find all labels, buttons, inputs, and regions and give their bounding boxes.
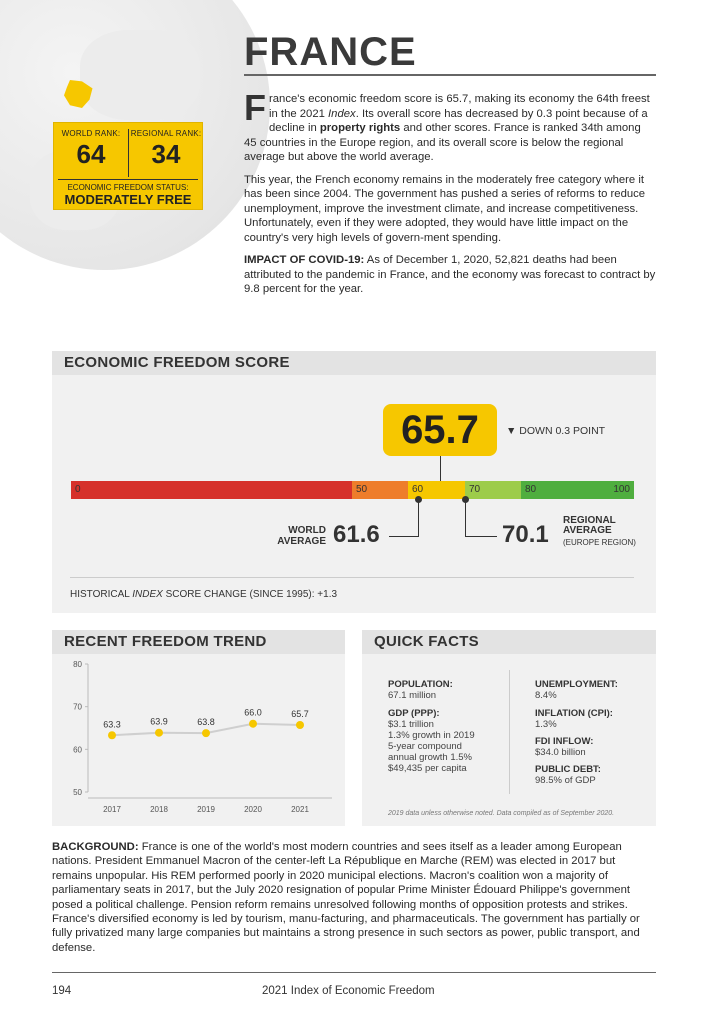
fact-value: 1.3% growth in 2019: [388, 730, 475, 741]
regional-average-label: [563, 516, 616, 536]
publication-name: 2021 Index of Economic Freedom: [262, 985, 435, 997]
intro-paragraph-2: This year, the French economy remains in the moderately free category where it has been since 2004. The government has pushed a series of reforms to reduce unemployment, improve the investment climate, and increase competitiveness. Unfortunately, even if they were adopted, they would have little impact on the country's very high levels of govern-ment spending.: [244, 173, 646, 244]
world-average-value: 61.6: [333, 521, 380, 548]
fact-public-debt: [535, 764, 601, 786]
fact-unemployment: [535, 679, 618, 701]
fact-label: PUBLIC DEBT:: [535, 764, 601, 775]
scale-label: 100: [613, 484, 630, 495]
intro-text-run: . Its overall score has decreased by 0.3 point because of a decline in: [269, 107, 648, 134]
fact-value: $3.1 trillion: [388, 719, 434, 730]
trend-point: [249, 720, 257, 728]
world-average-pointer: [418, 499, 419, 536]
intro-bold-term: property rights: [319, 122, 401, 134]
regional-rank-label: REGIONAL RANK:: [130, 129, 202, 138]
x-tick-label: 2017: [103, 805, 121, 814]
data-label: 63.8: [197, 717, 215, 728]
fact-label: INFLATION (CPI):: [535, 708, 613, 719]
data-label: 66.0: [244, 707, 262, 718]
hist-text: HISTORICAL: [70, 589, 133, 600]
trend-chart: [52, 654, 345, 826]
intro-text-run: rance's economic freedom score is 65.7, making its economy the 64th freest in the 2021: [269, 93, 650, 120]
hist-value: +1.3: [317, 589, 338, 600]
scale-label: 80: [525, 484, 537, 495]
regional-label-line: REGIONAL: [563, 515, 616, 526]
fact-label: UNEMPLOYMENT:: [535, 679, 618, 690]
page-title: FRANCE: [244, 30, 417, 74]
trend-point: [296, 721, 304, 729]
world-average-leader: [389, 536, 419, 537]
hist-text: SCORE CHANGE (SINCE 1995):: [162, 589, 318, 600]
score-change-note: ▼ DOWN 0.3 POINT: [506, 425, 606, 437]
historical-score-change: [70, 589, 337, 600]
trend-point: [108, 731, 116, 739]
fact-value: 8.4%: [535, 690, 557, 701]
scale-label: 50: [356, 484, 368, 495]
score-pointer: [440, 456, 441, 481]
regional-average-leader: [465, 536, 497, 537]
hist-index-italic: INDEX: [132, 589, 163, 600]
fact-value: $49,435 per capita: [388, 763, 467, 774]
page-number: 194: [52, 985, 72, 997]
world-label-line: WORLD: [288, 525, 326, 536]
status-label: ECONOMIC FREEDOM STATUS:: [67, 183, 189, 192]
quick-facts-heading: QUICK FACTS: [362, 630, 656, 654]
regional-label-line: AVERAGE: [563, 525, 612, 536]
intro-paragraph-1: [244, 87, 656, 165]
scale-segment-0: [71, 481, 352, 499]
regional-average-value: 70.1: [502, 521, 549, 548]
trend-point: [155, 729, 163, 737]
data-label: 63.3: [103, 719, 121, 730]
footer-rule: [52, 972, 656, 973]
fact-gdp: [388, 708, 475, 774]
data-label: 63.9: [150, 716, 168, 727]
x-tick-label: 2020: [244, 805, 262, 814]
covid-label: IMPACT OF COVID-19:: [244, 254, 365, 266]
score-section-heading: ECONOMIC FREEDOM SCORE: [52, 351, 656, 375]
intro-paragraph-3: [244, 253, 656, 297]
background-label: BACKGROUND:: [52, 841, 139, 853]
fact-value: $34.0 billion: [535, 747, 586, 758]
x-tick-label: 2021: [291, 805, 309, 814]
fact-label: POPULATION:: [388, 679, 453, 690]
quick-facts-note: 2019 data unless otherwise noted. Data compiled as of September 2020.: [388, 810, 615, 817]
scale-label: 60: [412, 484, 424, 495]
quick-facts-divider: [509, 670, 510, 794]
world-rank-value: 64: [76, 139, 106, 169]
trend-point: [202, 729, 210, 737]
rank-box: [53, 122, 203, 210]
regional-average-sub: (EUROPE REGION): [563, 538, 636, 547]
y-tick-label: 70: [73, 702, 82, 712]
scale-segment-80: [521, 481, 634, 499]
title-rule: [244, 74, 656, 76]
trend-section-heading: RECENT FREEDOM TREND: [52, 630, 345, 654]
background-text: [52, 840, 656, 955]
scale-segment-70: [465, 481, 521, 499]
y-tick-label: 80: [73, 660, 82, 669]
regional-rank: [129, 129, 203, 170]
fact-fdi: [535, 736, 593, 758]
fact-inflation: [535, 708, 613, 730]
y-tick-label: 50: [73, 788, 82, 797]
fact-value: 67.1 million: [388, 690, 437, 701]
world-label-line: AVERAGE: [277, 536, 326, 547]
fact-value: 1.3%: [535, 719, 557, 730]
x-tick-label: 2018: [150, 805, 168, 814]
world-rank: [54, 129, 128, 170]
fact-label: FDI INFLOW:: [535, 736, 594, 747]
historical-rule: [70, 577, 634, 578]
rank-box-divider: [58, 179, 198, 180]
scale-label: 70: [469, 484, 481, 495]
scale-label: 0: [75, 484, 81, 495]
fact-population: [388, 679, 453, 701]
intro-text-run: and other scores. France is ranked 34th among 45 countries in the Europe region, and its overall score is below the regional average but above the world average.: [244, 122, 641, 163]
fact-value: annual growth 1.5%: [388, 752, 472, 763]
world-average-label: [270, 525, 326, 547]
world-rank-label: WORLD RANK:: [61, 129, 121, 138]
fact-value: 5-year compound: [388, 741, 462, 752]
drop-cap: F: [244, 87, 266, 128]
background-body: France is one of the world's most modern countries and sees itself as a leader among European nations. President Emmanuel Macron of the center-left La République en Marche (REM) was elected in 2017 but remains unpopular. His REM performed poorly in 2020 municipal elections. Macron's coalition won a majority of parliamentary seats in 2017, but the July 2020 resignation of popular Prime Minister Édouard Philippe's government posed a political challenge. Pension reform remains unresolved following months of opposition protests and strikes. France's diversified economy is led by tourism, manu-facturing, and pharmaceuticals. The government has partially or fully privatized many large companies but maintains a strong presence in such sectors as power, public transport, and defense.: [52, 841, 640, 954]
score-badge: 65.7: [383, 404, 497, 456]
fact-label: GDP (PPP):: [388, 708, 440, 719]
intro-index-italic: Index: [328, 107, 356, 120]
data-label: 65.7: [291, 709, 309, 720]
globe-landmass: [80, 30, 200, 120]
covid-text: As of December 1, 2020, 52,821 deaths had been attributed to the pandemic in France, and the economy was forecast to contract by 9.8 percent for the year.: [244, 254, 656, 295]
x-tick-label: 2019: [197, 805, 215, 814]
status-value: MODERATELY FREE: [64, 192, 192, 207]
intro-text: [244, 87, 656, 305]
y-tick-label: 60: [73, 745, 82, 755]
regional-rank-value: 34: [151, 139, 181, 169]
scale-segment-50: [352, 481, 408, 499]
fact-value: 98.5% of GDP: [535, 775, 596, 786]
regional-average-pointer: [465, 499, 466, 536]
